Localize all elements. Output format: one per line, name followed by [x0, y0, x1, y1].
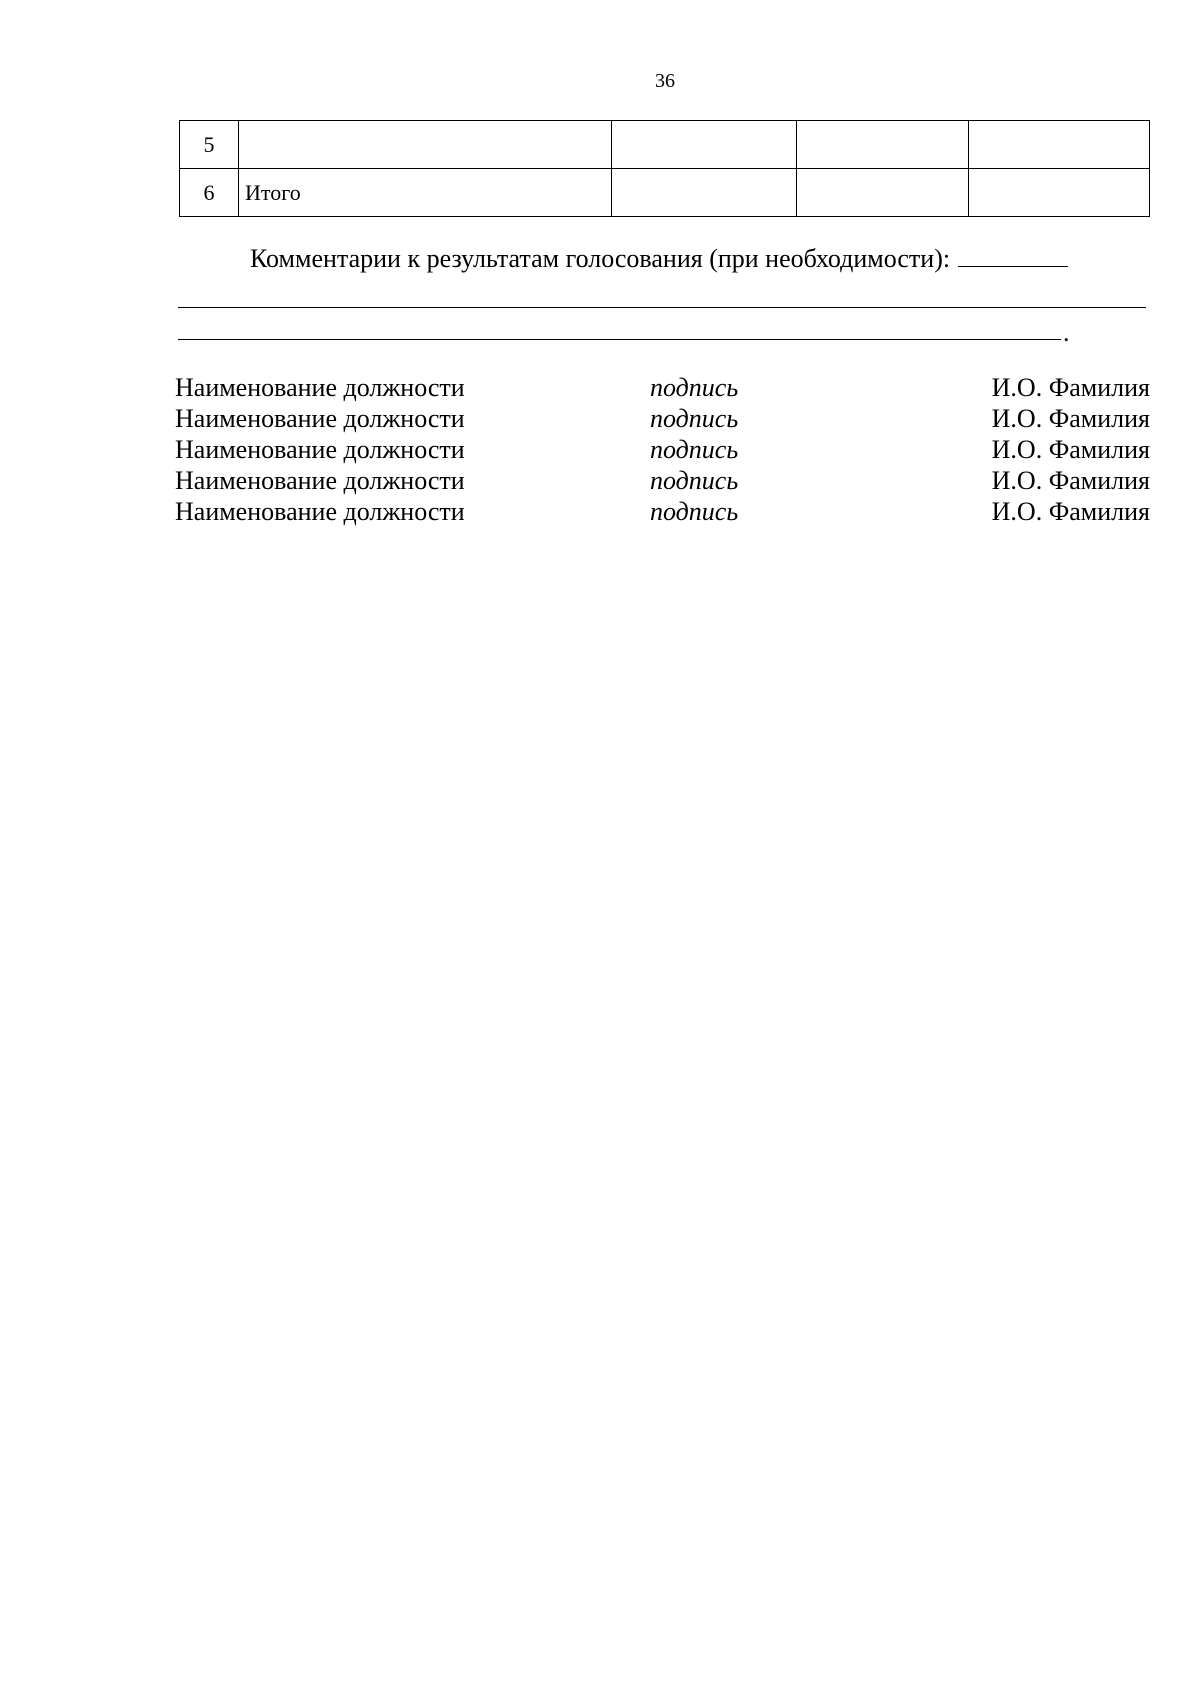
position-title: Наименование должности	[175, 373, 465, 402]
position-title: Наименование должности	[175, 466, 465, 495]
signature-row	[175, 496, 1150, 527]
comments-end: .	[1063, 318, 1070, 347]
position-title: Наименование должности	[175, 435, 465, 464]
row-name: Итого	[239, 169, 612, 217]
signature-row	[175, 372, 1150, 403]
row-cell	[797, 169, 969, 217]
position-title: Наименование должности	[175, 404, 465, 433]
signature-block	[175, 372, 1150, 527]
signature-placeholder: подпись	[650, 373, 739, 402]
signature-placeholder: подпись	[650, 497, 739, 526]
comments-label: Комментарии к результатам голосования (при необходимости):	[250, 244, 951, 273]
row-name	[239, 121, 612, 169]
row-cell	[969, 169, 1150, 217]
signer-name: И.О. Фамилия	[991, 373, 1150, 402]
row-cell	[612, 121, 797, 169]
signature-row	[175, 465, 1150, 496]
comments-section	[250, 244, 1068, 274]
row-number: 5	[180, 121, 239, 169]
comments-blank-line	[178, 339, 1061, 340]
page-number: 36	[655, 70, 675, 92]
row-cell	[969, 121, 1150, 169]
row-cell	[612, 169, 797, 217]
signature-row	[175, 403, 1150, 434]
signature-placeholder: подпись	[650, 404, 739, 433]
signature-placeholder: подпись	[650, 466, 739, 495]
signer-name: И.О. Фамилия	[991, 435, 1150, 464]
signature-row	[175, 434, 1150, 465]
signature-placeholder: подпись	[650, 435, 739, 464]
table-row	[180, 169, 1150, 217]
signer-name: И.О. Фамилия	[991, 497, 1150, 526]
table-row	[180, 121, 1150, 169]
comments-blank-inline	[958, 244, 1068, 267]
signer-name: И.О. Фамилия	[991, 404, 1150, 433]
voting-results-table	[179, 120, 1150, 217]
signer-name: И.О. Фамилия	[991, 466, 1150, 495]
row-number: 6	[180, 169, 239, 217]
comments-blank-line	[178, 307, 1146, 308]
row-cell	[797, 121, 969, 169]
position-title: Наименование должности	[175, 497, 465, 526]
